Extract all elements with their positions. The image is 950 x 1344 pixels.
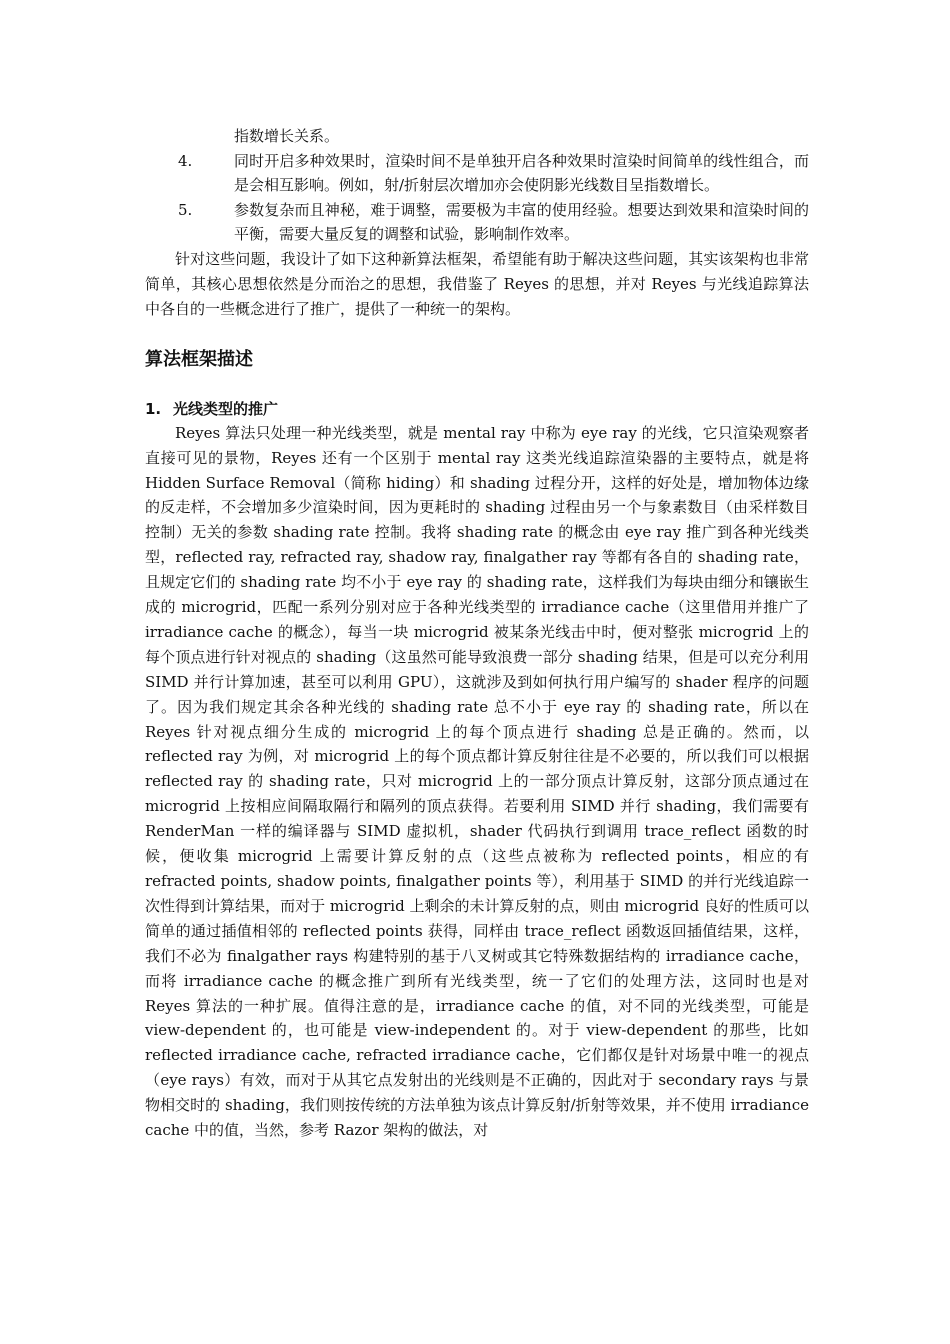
subsection-title [145, 397, 809, 421]
list-item [145, 198, 809, 247]
section-title: 算法框架描述 [145, 348, 253, 370]
document-page [145, 124, 809, 1143]
list-item-text: 同时开启多种效果时，渲染时间不是单独开启各种效果时渲染时间简单的线性组合，而是会相互影响。例如，射/折射层次增加亦会使阴影光线数目呈指数增长。 [234, 151, 809, 195]
list-item-text: 参数复杂而且神秘，难于调整，需要极为丰富的使用经验。想要达到效果和渲染时间的平衡，需要大量反复的调整和试验，影响制作效率。 [234, 200, 809, 244]
subsection-title-text: 光线类型的推广 [173, 399, 279, 418]
intro-paragraph: 针对这些问题，我设计了如下这种新算法框架，希望能有助于解决这些问题，其实该架构也非常简单，其核心思想依然是分而治之的思想，我借鉴了 Reyes 的思想，并对 Reyes 与光线追踪算法中各自的一些概念进行了推广，提供了一种统一的架构。 [145, 249, 809, 318]
body-paragraph: Reyes 算法只处理一种光线类型，就是 mental ray 中称为 eye ray 的光线，它只渲染观察者直接可见的景物，Reyes 还有一个区别于 mental ray 这类光线追踪渲染器的主要特点，就是将 Hidden Surface Removal（简称 hiding）和 shading 过程分开，这样的好处是，增加物体边缘的反走样，不会增加多少渲染时间，因为更耗时的 shading 过程由另一个与象素数目（由采样数目控制）无关的参数 shading rate 控制。我将 shading rate 的概念由 eye ray 推广到各种光线类型，reflected ray, refracted ray, shadow ray, finalgather ray 等都有各自的 shading rate，且规定它们的 shading rate 均不小于 eye ray 的 shading rate，这样我们为每块由细分和镶嵌生成的 microgrid，匹配一系列分别对应于各种光线类型的 irradiance cache（这里借用并推广了 irradiance cache 的概念），每当一块 microgrid 被某条光线击中时，便对整张 microgrid 上的每个顶点进行针对视点的 shading（这虽然可能导致浪费一部分 shading 结果，但是可以充分利用 SIMD 并行计算加速，甚至可以利用 GPU），这就涉及到如何执行用户编写的 shader 程序的问题了。因为我们规定其余各种光线的 shading rate 总不小于 eye ray 的 shading rate，所以在 Reyes 针对视点细分生成的 microgrid 上的每个顶点进行 shading 总是正确的。然而，以 reflected ray 为例，对 microgrid 上的每个顶点都计算反射往往是不必要的，所以我们可以根据 reflected ray 的 shading rate，只对 microgrid 上的一部分顶点计算反射，这部分顶点通过在 microgrid 上按相应间隔取隔行和隔列的顶点获得。若要利用 SIMD 并行 shading，我们需要有 RenderMan 一样的编译器与 SIMD 虚拟机，shader 代码执行到调用 trace_reflect 函数的时候，便收集 microgrid 上需要计算反射的点（这些点被称为 reflected points，相应的有 refracted points, shadow points, finalgather points 等），利用基于 SIMD 的并行光线追踪一次性得到计算结果，而对于 microgrid 上剩余的未计算反射的点，则由 microgrid 良好的性质可以简单的通过插值相邻的 reflected points 获得，同样由 trace_reflect 函数返回插值结果，这样，我们不必为 finalgather rays 构建特别的基于八叉树或其它特殊数据结构的 irradiance cache，而将 irradiance cache 的概念推广到所有光线类型，统一了它们的处理方法，这同时也是对 Reyes 算法的一种扩展。值得注意的是，irradiance cache 的值，对不同的光线类型，可能是 view-dependent 的，也可能是 view-independent 的。对于 view-dependent 的那些，比如 reflected irradiance cache, refracted irradiance cache，它们都仅是针对场景中唯一的视点（eye rays）有效，而对于从其它点发射出的光线则是不正确的，因此对于 secondary rays 与景物相交时的 shading，我们则按传统的方法单独为该点计算反射/折射等效果，并不使用 irradiance cache 中的值，当然，参考 Razor 架构的做法，对 [145, 423, 809, 1140]
list-item [145, 149, 809, 198]
list-item-text: 指数增长关系。 [234, 127, 340, 145]
subsection-number: 1. [145, 399, 162, 418]
list-item [145, 124, 809, 149]
list-number: 4. [178, 151, 193, 170]
list-number: 5. [178, 200, 193, 219]
